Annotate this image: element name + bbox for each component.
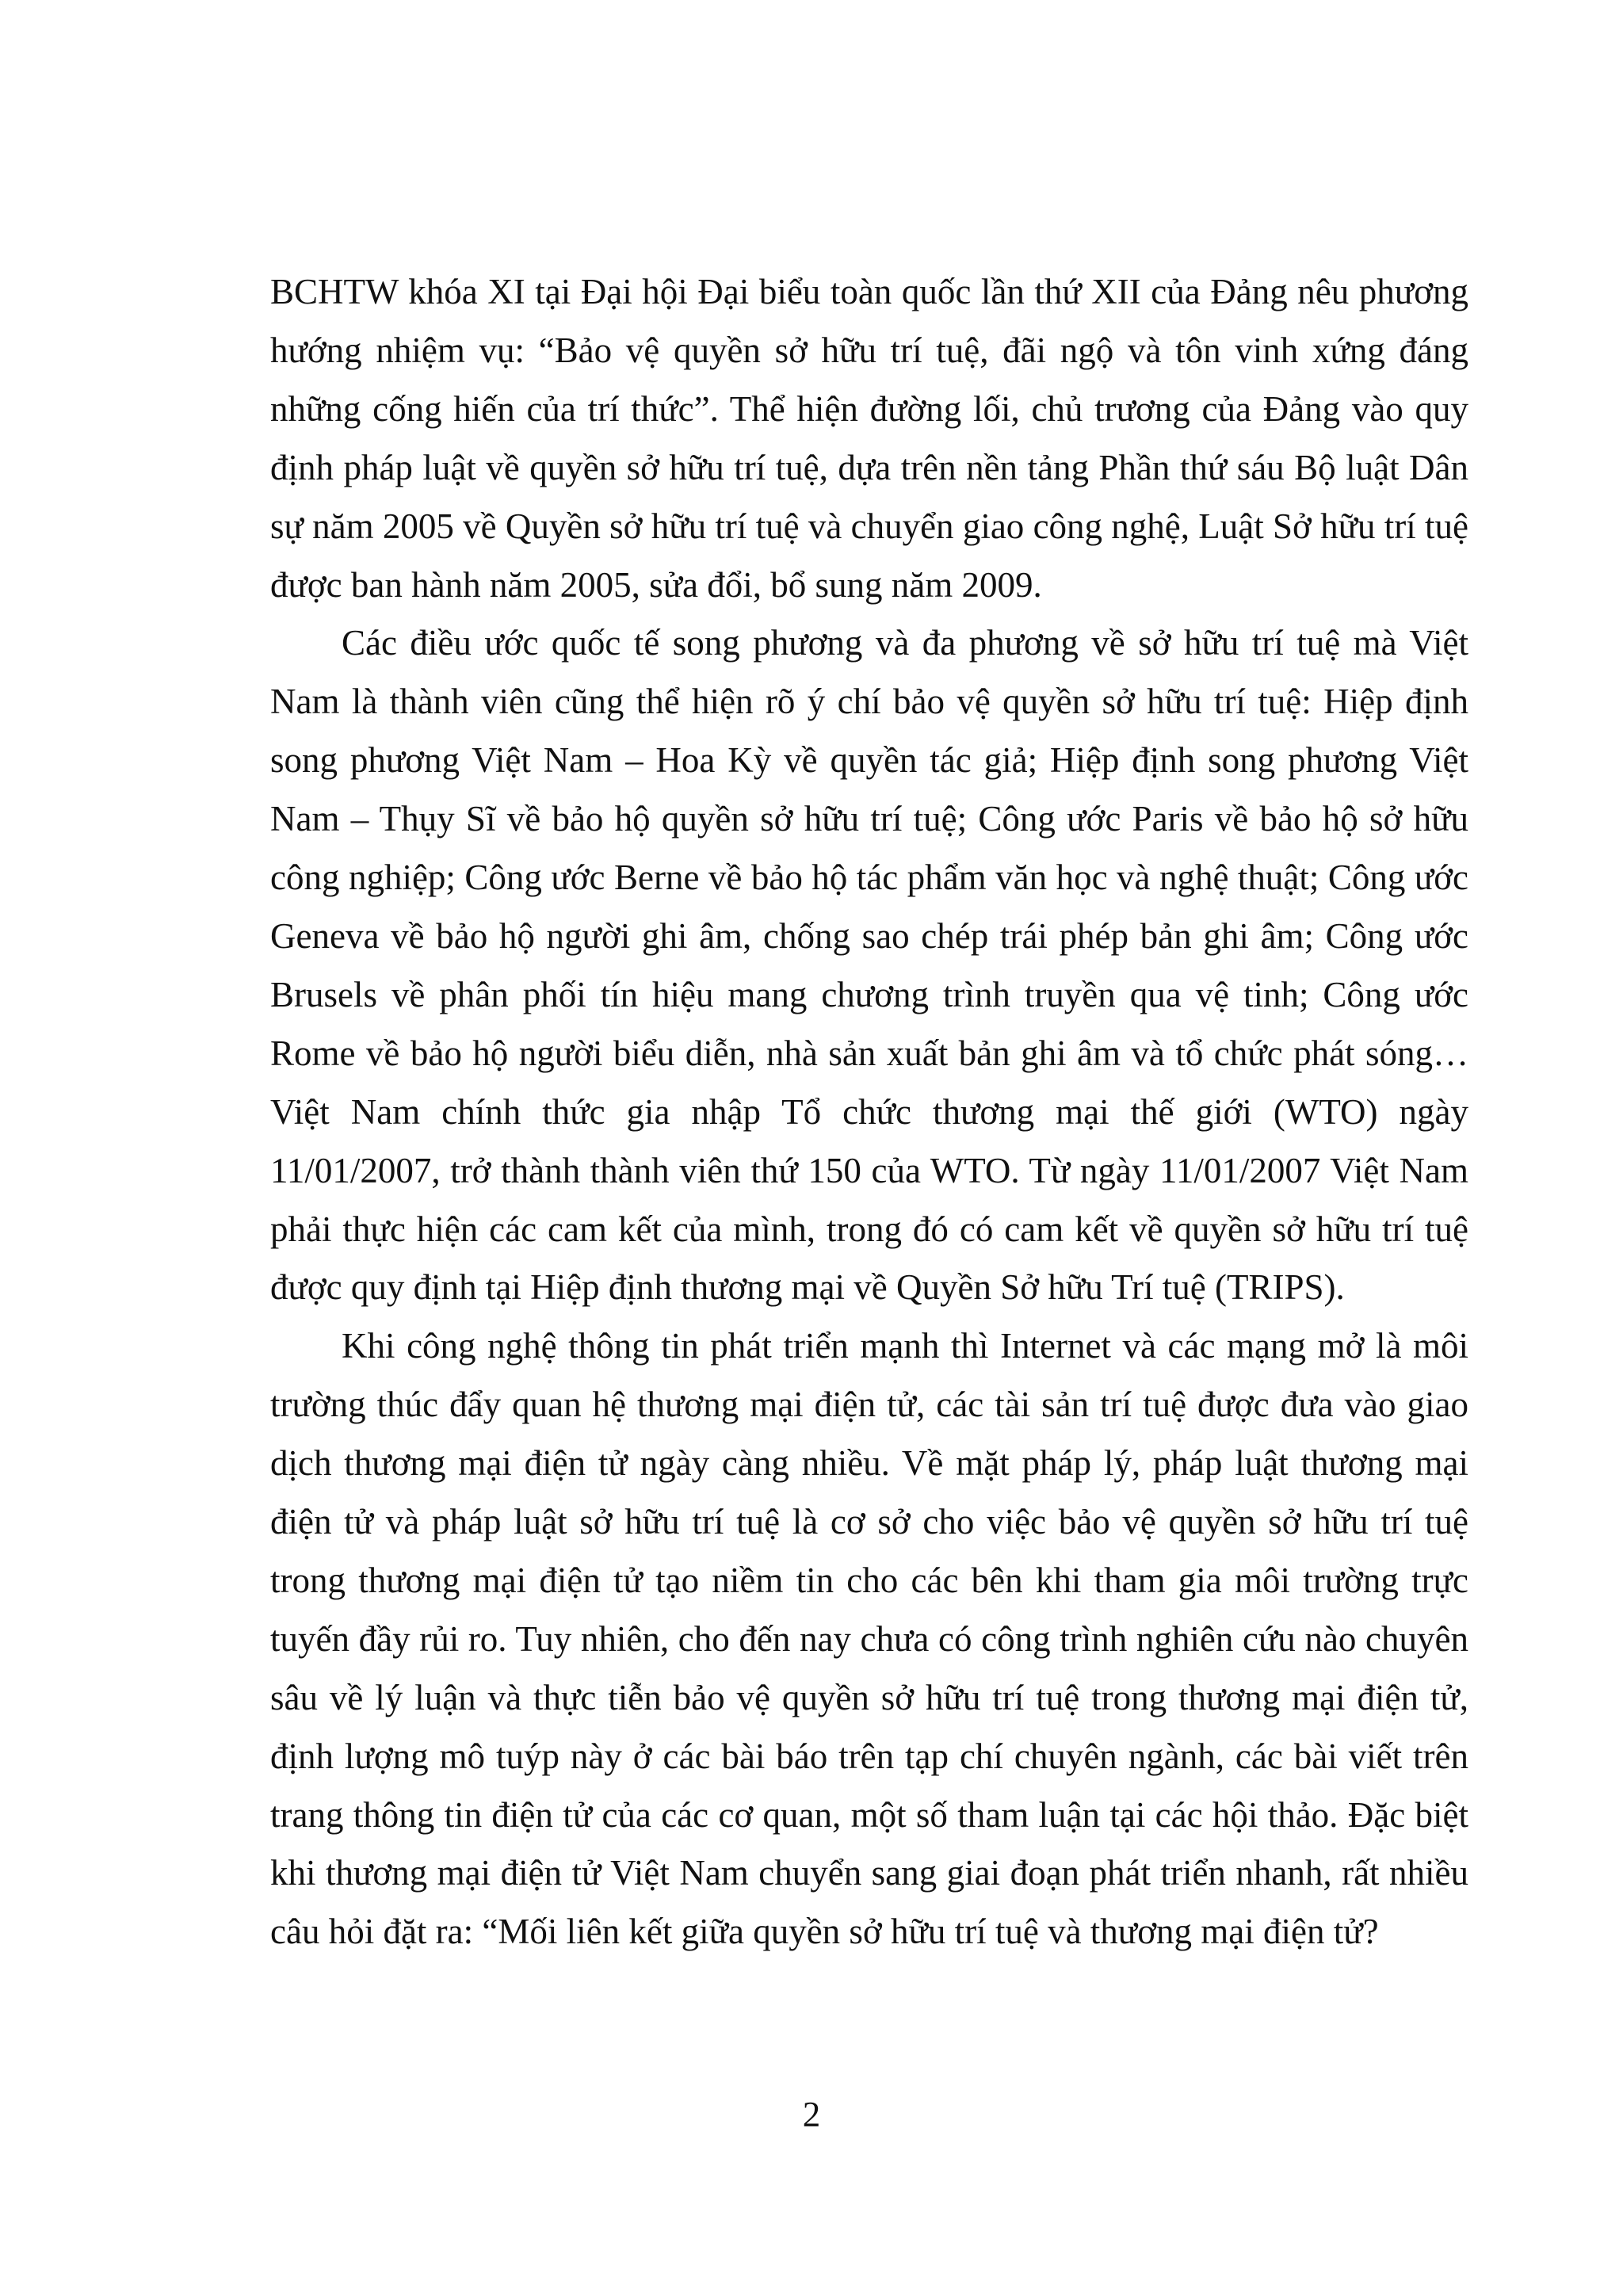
paragraph-3: Khi công nghệ thông tin phát triển mạnh thì Internet và các mạng mở là môi trường thúc đẩy quan hệ thương mại điện tử, các tài sản trí tuệ được đưa vào giao dịch thương mại điện tử ngày càng nhiều. Về mặt pháp lý, pháp luật thương mại điện tử và pháp luật sở hữu trí tuệ là cơ sở cho việc bảo vệ quyền sở hữu trí tuệ trong thương mại điện tử tạo niềm tin cho các bên khi tham gia môi trường trực tuyến đầy rủi ro. Tuy nhiên, cho đến nay chưa có công trình nghiên cứu nào chuyên sâu về lý luận và thực tiễn bảo vệ quyền sở hữu trí tuệ trong thương mại điện tử, định lượng mô tuýp này ở các bài báo trên tạp chí chuyên ngành, các bài viết trên trang thông tin điện tử của các cơ quan, một số tham luận tại các hội thảo. Đặc biệt khi thương mại điện tử Việt Nam chuyển sang giai đoạn phát triển nhanh, rất nhiều câu hỏi đặt ra: “Mối liên kết giữa quyền sở hữu trí tuệ và thương mại điện tử? [270,1326,1468,1952]
paragraph-2: Các điều ước quốc tế song phương và đa phương về sở hữu trí tuệ mà Việt Nam là thành viên cũng thể hiện rõ ý chí bảo vệ quyền sở hữu trí tuệ: Hiệp định song phương Việt Nam – Hoa Kỳ về quyền tác giả; Hiệp định song phương Việt Nam – Thụy Sĩ về bảo hộ quyền sở hữu trí tuệ; Công ước Paris về bảo hộ sở hữu công nghiệp; Công ước Berne về bảo hộ tác phẩm văn học và nghệ thuật; Công ước Geneva về bảo hộ người ghi âm, chống sao chép trái phép bản ghi âm; Công ước Brusels về phân phối tín hiệu mang chương trình truyền qua vệ tinh; Công ước Rome về bảo hộ người biểu diễn, nhà sản xuất bản ghi âm và tổ chức phát sóng… Việt Nam chính thức gia nhập Tổ chức thương mại thế giới (WTO) ngày 11/01/2007, trở thành thành viên thứ 150 của WTO. Từ ngày 11/01/2007 Việt Nam phải thực hiện các cam kết của mình, trong đó có cam kết về quyền sở hữu trí tuệ được quy định tại Hiệp định thương mại về Quyền Sở hữu Trí tuệ (TRIPS). [270,623,1468,1308]
document-body [270,263,1468,1962]
paragraph-1: BCHTW khóa XI tại Đại hội Đại biểu toàn quốc lần thứ XII của Đảng nêu phương hướng nhiệm vụ: “Bảo vệ quyền sở hữu trí tuệ, đãi ngộ và tôn vinh xứng đáng những cống hiến của trí thức”. Thể hiện đường lối, chủ trương của Đảng vào quy định pháp luật về quyền sở hữu trí tuệ, dựa trên nền tảng Phần thứ sáu Bộ luật Dân sự năm 2005 về Quyền sở hữu trí tuệ và chuyển giao công nghệ, Luật Sở hữu trí tuệ được ban hành năm 2005, sửa đổi, bổ sung năm 2009. [270,272,1468,605]
page-number: 2 [802,2095,821,2134]
